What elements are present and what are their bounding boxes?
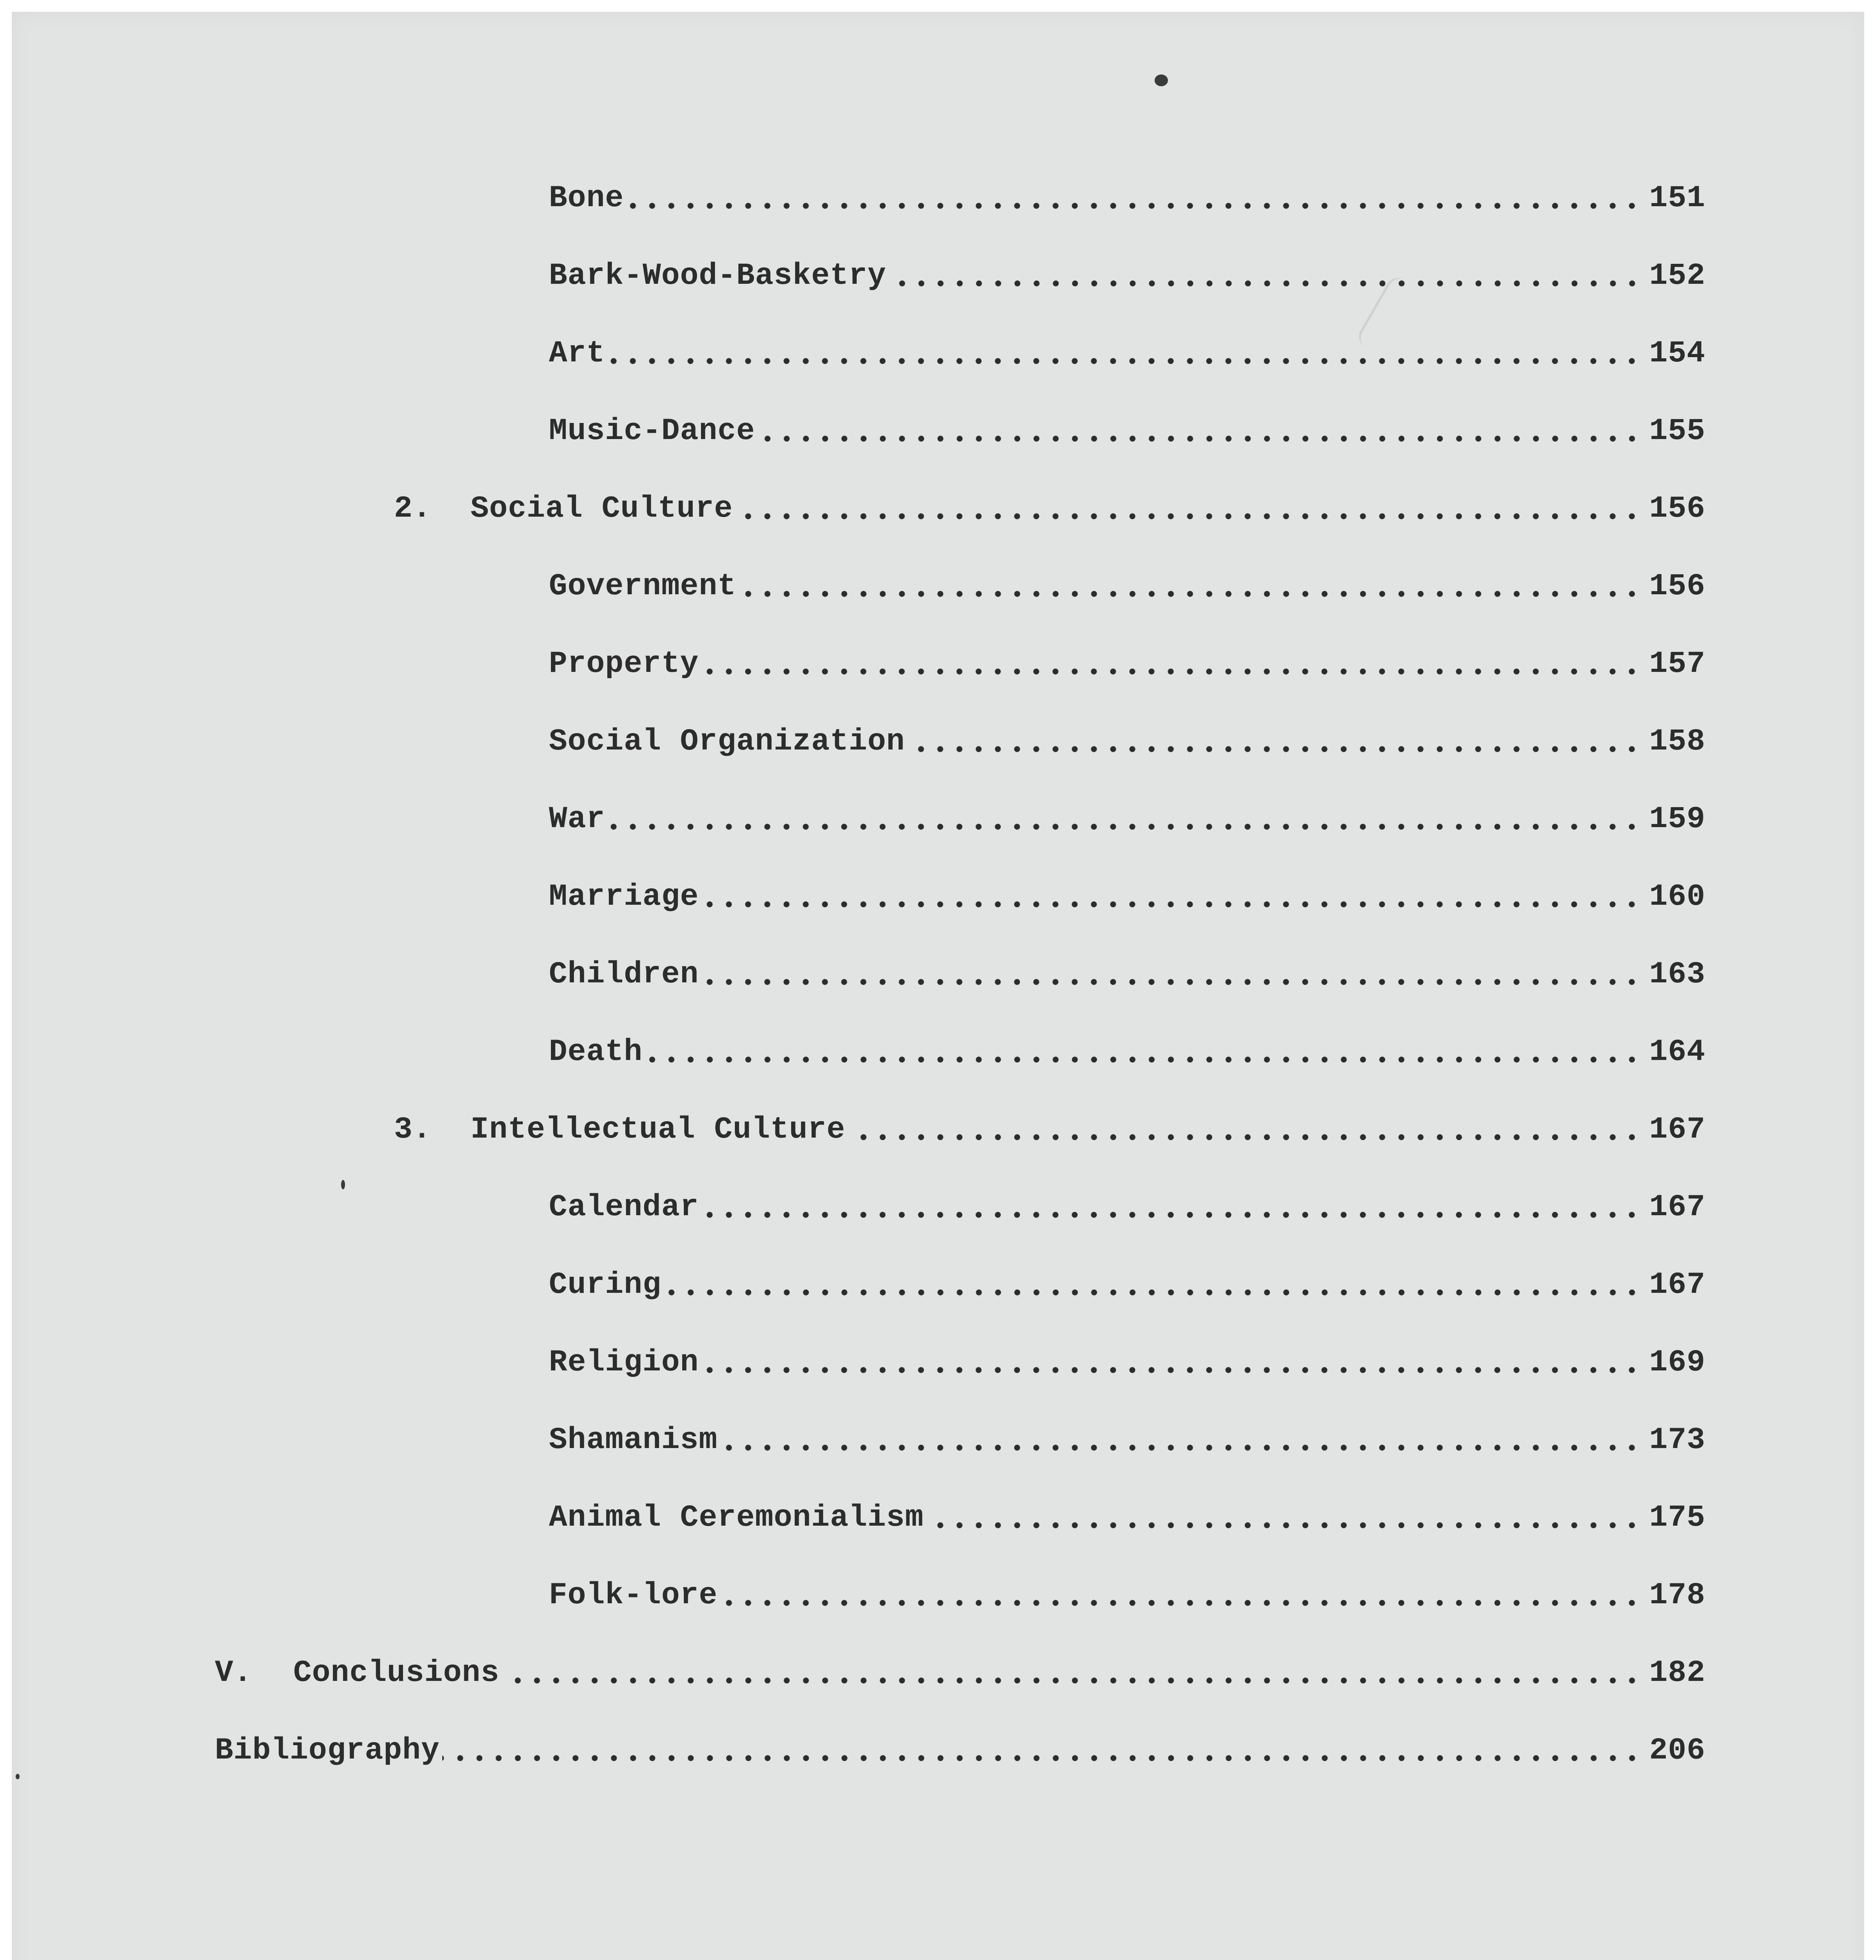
toc-entry-label: Art [549, 336, 605, 371]
toc-entry-page: 178 [1649, 1578, 1705, 1613]
toc-entry-folk-lore [549, 1570, 1705, 1613]
dot-leader [626, 201, 1647, 210]
toc-entry-bibliography [215, 1725, 1705, 1768]
toc-entry-page: 154 [1649, 336, 1705, 371]
toc-entry-curing [549, 1259, 1705, 1302]
toc-entry-art [549, 328, 1705, 371]
toc-entry-social-culture [394, 483, 1705, 526]
toc-entry-religion [549, 1337, 1705, 1380]
toc-entry-label: Social Organization [549, 724, 905, 759]
toc-entry-label: Marriage [549, 880, 699, 914]
toc-entry-number: V. [215, 1656, 252, 1690]
toc-entry-government [549, 561, 1705, 604]
toc-entry-children [549, 949, 1705, 992]
toc-entry-property [549, 638, 1705, 681]
toc-entry-page: 175 [1649, 1501, 1705, 1535]
toc-entry-label: Conclusions [293, 1656, 499, 1690]
toc-entry-number: 2. [394, 492, 432, 526]
toc-entry-label: Curing [549, 1268, 661, 1302]
ink-speck [1155, 74, 1168, 86]
toc-entry-page: 158 [1649, 724, 1705, 759]
toc-entry-label: Intellectual Culture [470, 1112, 846, 1147]
toc-entry-label: Shamanism [549, 1423, 718, 1457]
toc-entry-label: War [549, 802, 605, 837]
toc-entry-page: 160 [1649, 880, 1705, 914]
dot-leader [907, 745, 1647, 753]
dot-leader [926, 1521, 1647, 1530]
toc-entry-label: Bibliography [215, 1733, 440, 1768]
toc-entry-page: 152 [1649, 259, 1705, 293]
toc-entry-page: 156 [1649, 569, 1705, 604]
toc-entry-page: 156 [1649, 492, 1705, 526]
dot-leader [735, 512, 1647, 521]
toc-entry-calendar [549, 1181, 1705, 1225]
toc-entry-page: 206 [1649, 1733, 1705, 1768]
toc-entry-page: 167 [1649, 1112, 1705, 1147]
dot-leader [701, 667, 1647, 676]
toc-entry-label: Children [549, 957, 699, 992]
dot-leader [701, 900, 1647, 909]
toc-entry-label: Bone [549, 181, 624, 216]
toc-entry-page: 169 [1649, 1345, 1705, 1380]
dot-leader [889, 279, 1647, 288]
toc-entry-label: Calendar [549, 1190, 699, 1225]
dot-leader [645, 1055, 1647, 1064]
toc-entry-music-dance [549, 405, 1705, 448]
dot-leader [757, 434, 1647, 443]
toc-entry-page: 157 [1649, 647, 1705, 681]
dot-leader [739, 590, 1647, 598]
toc-entry-label: Folk-lore [549, 1578, 718, 1613]
toc-entry-animal-ceremonialism [549, 1492, 1705, 1535]
toc-entry-bone [549, 172, 1705, 216]
dot-leader [848, 1133, 1647, 1142]
toc-entry-shamanism [549, 1414, 1705, 1457]
toc-entry-page: 151 [1649, 181, 1705, 216]
ink-speck [16, 1774, 20, 1779]
dot-leader [607, 357, 1647, 365]
dot-leader [701, 1366, 1647, 1374]
toc-entry-death [549, 1026, 1705, 1069]
dot-leader [701, 978, 1647, 986]
toc-entry-label: Music-Dance [549, 414, 755, 448]
toc-entry-page: 167 [1649, 1268, 1705, 1302]
toc-entry-number: 3. [394, 1112, 432, 1147]
dot-leader [442, 1754, 1647, 1762]
toc-entry-page: 182 [1649, 1656, 1705, 1690]
toc-entry-page: 164 [1649, 1035, 1705, 1069]
toc-entry-war [549, 793, 1705, 837]
toc-entry-page: 163 [1649, 957, 1705, 992]
toc-entry-conclusions [215, 1647, 1705, 1690]
toc-entry-page: 167 [1649, 1190, 1705, 1225]
toc-entry-label: Religion [549, 1345, 699, 1380]
dot-leader [720, 1599, 1647, 1607]
dot-leader [607, 822, 1647, 831]
toc-entry-marriage [549, 871, 1705, 914]
toc-entry-page: 159 [1649, 802, 1705, 837]
toc-entry-label: Social Culture [470, 492, 733, 526]
dot-leader [502, 1676, 1647, 1685]
toc-entry-label: Government [549, 569, 737, 604]
toc-entry-label: Property [549, 647, 699, 681]
toc-entry-intellectual-culture [394, 1104, 1705, 1147]
toc-entry-social-organization [549, 716, 1705, 759]
toc-entry-page: 155 [1649, 414, 1705, 448]
toc-entry-label: Death [549, 1035, 643, 1069]
toc-entry-label: Bark-Wood-Basketry [549, 259, 886, 293]
dot-leader [664, 1288, 1647, 1297]
toc-entry-page: 173 [1649, 1423, 1705, 1457]
dot-leader [720, 1443, 1647, 1452]
ink-speck [341, 1180, 345, 1189]
toc-entry-bark-wood-basketry [549, 250, 1705, 293]
dot-leader [701, 1210, 1647, 1219]
toc-entry-label: Animal Ceremonialism [549, 1501, 924, 1535]
